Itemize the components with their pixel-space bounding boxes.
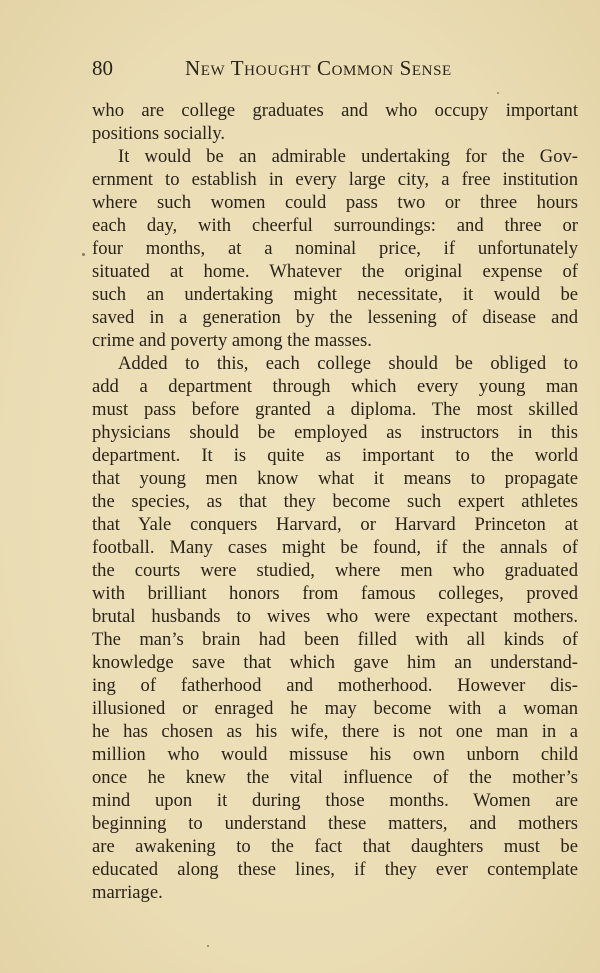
text-line: with brilliant honors from famous colleges, proved [92, 583, 578, 604]
speck [497, 92, 499, 94]
text-line: ernment to establish in every large city, a free institution [92, 169, 578, 190]
text-line: situated at home. Whatever the original expense of [92, 261, 578, 282]
text-line: who are college graduates and who occupy important [92, 100, 578, 121]
text-line: the species, as that they become such expert athletes [92, 491, 578, 512]
text-line: where such women could pass two or three hours [92, 192, 578, 213]
speck [207, 945, 209, 947]
text-line: football. Many cases might be found, if the annals of [92, 537, 578, 558]
text-line: that Yale conquers Harvard, or Harvard Princeton at [92, 514, 578, 535]
text-line: once he knew the vital influence of the mother’s [92, 767, 578, 788]
text-line: educated along these lines, if they ever contemplate [92, 859, 578, 880]
text-line: It would be an admirable undertaking for the Gov- [118, 146, 578, 167]
text-line: positions socially. [92, 123, 226, 144]
text-line: crime and poverty among the masses. [92, 330, 372, 351]
text-line: mind upon it during those months. Women are [92, 790, 578, 811]
speck [82, 253, 85, 256]
text-line: physicians should be employed as instructors in this [92, 422, 578, 443]
text-line: he has chosen as his wife, there is not one man in a [92, 721, 578, 742]
text-line: ing of fatherhood and motherhood. However dis- [92, 675, 578, 696]
text-line: million who would missuse his own unborn child [92, 744, 578, 765]
text-line: The man’s brain had been filled with all kinds of [92, 629, 578, 650]
body-text [92, 99, 578, 904]
text-line: that young men know what it means to propagate [92, 468, 578, 489]
text-line: four months, at a nominal price, if unfortunately [92, 238, 578, 259]
text-line: brutal husbands to wives who were expectant mothers. [92, 606, 578, 627]
text-line: each day, with cheerful surroundings: and three or [92, 215, 578, 236]
page-number: 80 [92, 56, 113, 80]
text-line: are awakening to the fact that daughters must be [92, 836, 578, 857]
text-line: illusioned or enraged he may become with a woman [92, 698, 578, 719]
page-header [92, 56, 578, 84]
text-line: marriage. [92, 882, 163, 903]
text-line: beginning to understand these matters, and mothers [92, 813, 578, 834]
text-line: the courts were studied, where men who graduated [92, 560, 578, 581]
running-title: New Thought Common Sense [185, 56, 452, 80]
text-line: Added to this, each college should be obliged to [118, 353, 578, 374]
text-line: department. It is quite as important to the world [92, 445, 578, 466]
text-line: saved in a generation by the lessening of disease and [92, 307, 578, 328]
text-line: must pass before granted a diploma. The most skilled [92, 399, 578, 420]
text-line: such an undertaking might necessitate, it would be [92, 284, 578, 305]
text-line: add a department through which every young man [92, 376, 578, 397]
text-line: knowledge save that which gave him an understand- [92, 652, 578, 673]
